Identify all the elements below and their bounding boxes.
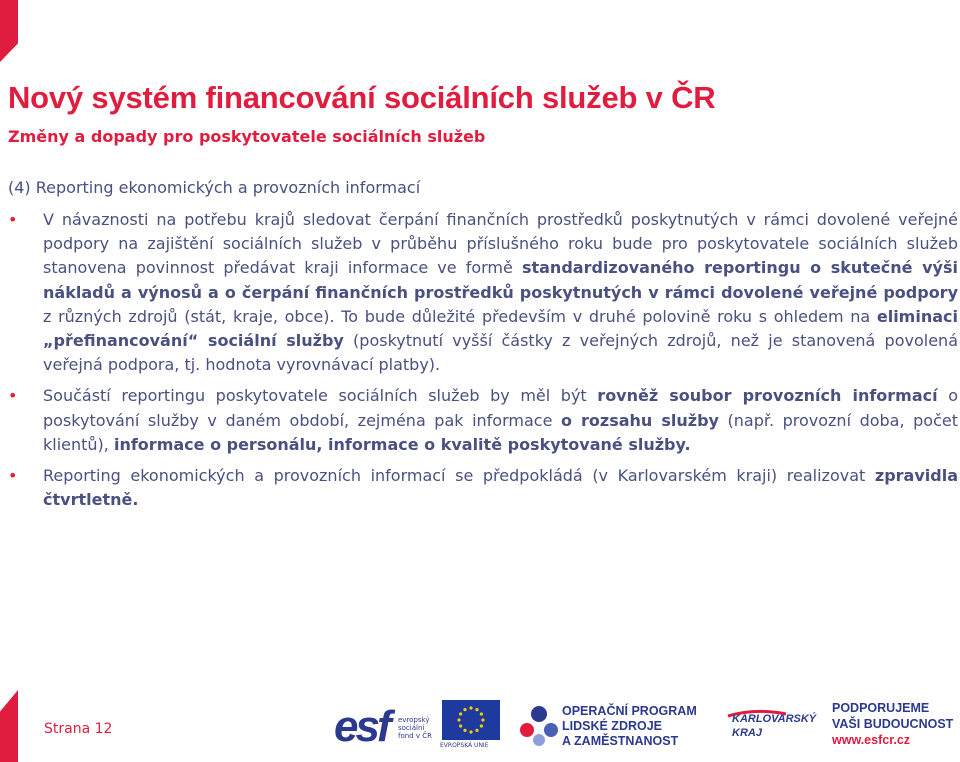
page-number: Strana 12	[44, 721, 113, 737]
bullet-dot: •	[8, 386, 18, 406]
eu-star	[469, 730, 472, 733]
eu-star	[475, 729, 478, 732]
bullet-text-bold: standardizovaného reportingu o skutečné výši nákladů a výnosů a o čerpání finančních prostředků poskytnutých v rámci dovolené veřejné podpory	[43, 258, 958, 302]
esf-logo-caption	[398, 716, 438, 740]
bottom-left-accent-shape	[0, 690, 18, 762]
bullet-list	[8, 208, 958, 519]
top-left-accent-shape	[0, 0, 18, 62]
eu-star	[475, 708, 478, 711]
esf-logo	[334, 702, 434, 752]
bullet-text: Reporting ekonomických a provozních informací se předpokládá (v Karlovarském kraji) realizovat	[43, 466, 875, 486]
bullet-text: (poskytnutí vyšší částky z veřejných zdrojů, než je stanovená povolená veřejná podpora, tj. hodnota vyrovnávací platby).	[43, 331, 958, 375]
bullet-text: V návaznosti na potřebu krajů sledovat čerpání finančních prostředků poskytnutých v rámci dovolené veřejné podpory na zajištění sociálních služeb v průběhu příslušného roku bude pro poskytovatele sociálních služeb stanovena povinnost předávat kraji informace ve formě	[43, 210, 958, 278]
eu-star	[463, 729, 466, 732]
bullet-text: o poskytování služby v daném období, zejména pak informace	[43, 386, 959, 430]
esf-caption-line: evropský	[398, 716, 430, 724]
slide-title: Nový systém financování sociálních služeb v ČR	[8, 80, 716, 115]
bullet-item	[8, 464, 958, 512]
bullet-text: Součástí reportingu poskytovatele sociálních služeb by měl být	[43, 386, 598, 406]
bullet-text: z různých zdrojů (stát, kraje, obce). To bude důležité především v druhé polovině roku s ohledem na	[43, 306, 877, 326]
esf-caption-line: sociální	[398, 724, 425, 732]
eu-star	[459, 712, 462, 715]
eu-star	[457, 718, 460, 721]
kraj-line: KRAJ	[732, 727, 762, 739]
karlovarsky-kraj-text	[732, 712, 816, 740]
bullet-text-bold: informace o personálu, informace o kvalitě poskytované služby.	[113, 434, 691, 454]
slogan-line: VAŠI BUDOUCNOST	[832, 717, 954, 731]
op-line: LIDSKÉ ZDROJE	[562, 719, 663, 733]
eu-star	[463, 708, 466, 711]
bullet-dot: •	[8, 210, 18, 229]
kraj-line: KARLOVARSKÝ	[732, 713, 817, 725]
op-line: OPERAČNÍ PROGRAM	[562, 704, 697, 718]
eu-star	[469, 706, 472, 709]
slogan-line: PODPORUJEME	[832, 701, 930, 715]
bullet-text-bold: rovněž soubor provozních informací	[597, 386, 938, 406]
bullet-item	[8, 384, 958, 457]
op-program-text	[562, 704, 697, 749]
slogan-block	[832, 700, 953, 748]
esf-logo-letters: esf	[334, 702, 389, 751]
bullet-text-bold: zpravidla čtvrtletně.	[43, 466, 958, 510]
eu-logo-caption: EVROPSKÁ UNIE	[440, 742, 489, 749]
slogan-url: www.esfcr.cz	[832, 733, 911, 747]
op-program-icon	[518, 702, 560, 748]
bullet-dot: •	[8, 466, 18, 486]
eu-star	[480, 712, 483, 715]
eu-star	[480, 724, 483, 727]
eu-star	[481, 718, 484, 721]
eu-flag-icon	[442, 700, 500, 740]
bullet-item	[8, 208, 958, 377]
footer-logo-strip	[334, 696, 960, 756]
bullet-text-bold: o rozsahu služby	[560, 410, 719, 430]
op-line: A ZAMĚSTNANOST	[562, 734, 679, 748]
section-heading: (4) Reporting ekonomických a provozních informací	[8, 178, 421, 197]
eu-stars-icon	[442, 700, 500, 740]
eu-star	[459, 724, 462, 727]
bullet-text: (např. provozní doba, počet klientů),	[43, 410, 958, 454]
esf-caption-line: fond v ČR	[398, 732, 432, 740]
slide-subtitle: Změny a dopady pro poskytovatele sociálních služeb	[8, 127, 486, 146]
bullet-text-bold: eliminaci „přefinancování“ sociální služby	[43, 306, 958, 351]
